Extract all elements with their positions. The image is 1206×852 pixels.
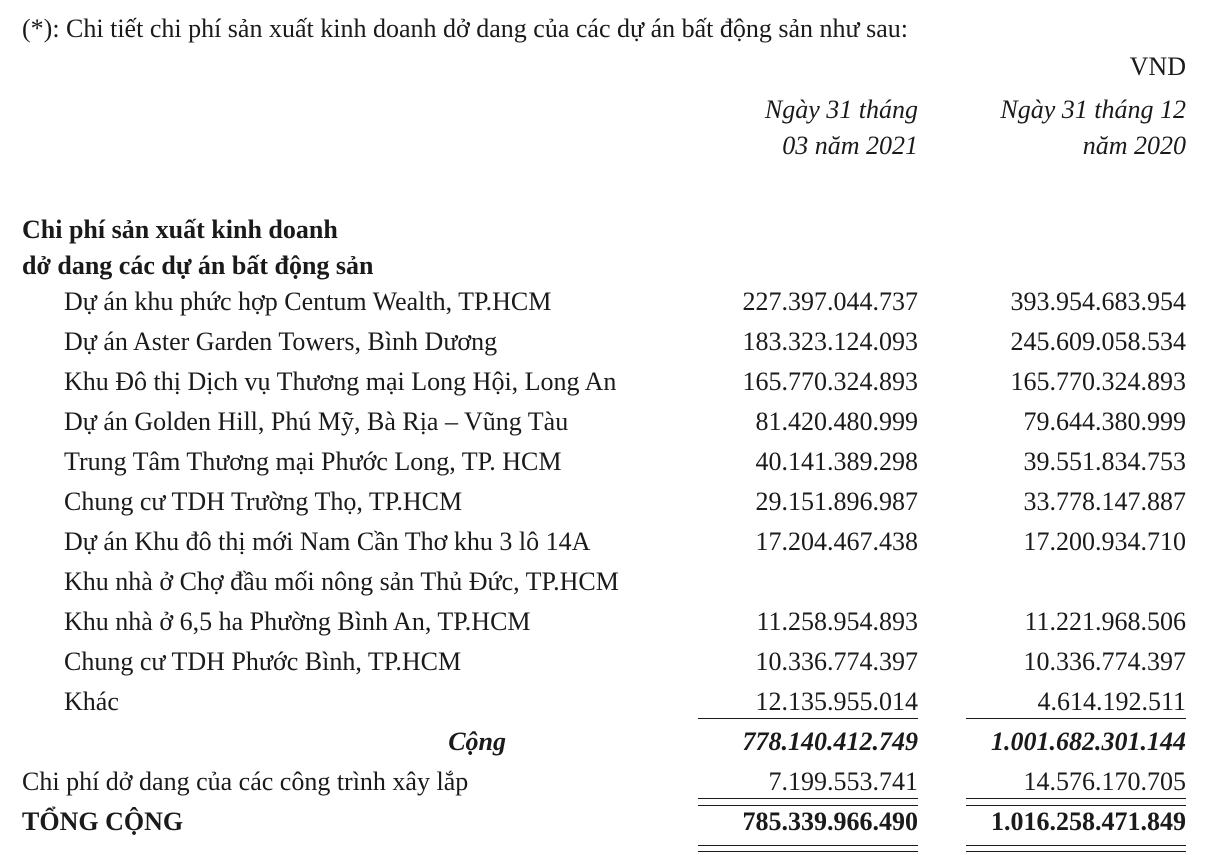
project-table bbox=[0, 283, 1206, 843]
section-title-line2: dở dang các dự án bất động sản bbox=[22, 251, 374, 280]
column-header-2021 bbox=[658, 92, 918, 164]
construction-row bbox=[0, 763, 1206, 803]
column-header-2021-line1: Ngày 31 tháng bbox=[764, 95, 918, 124]
row-value-2020: 17.200.934.710 bbox=[1023, 527, 1186, 556]
row-value-2021: 40.141.389.298 bbox=[755, 447, 918, 476]
row-value-2021: 227.397.044.737 bbox=[742, 287, 918, 316]
row-label: Dự án Aster Garden Towers, Bình Dương bbox=[64, 327, 498, 356]
row-label: Dự án khu phức hợp Centum Wealth, TP.HCM bbox=[64, 287, 552, 316]
table-row bbox=[0, 363, 1206, 403]
section-title-line1: Chi phí sản xuất kinh doanh bbox=[22, 215, 338, 244]
currency-unit: VND bbox=[1129, 52, 1186, 81]
row-label: Khu nhà ở Chợ đầu mối nông sản Thủ Đức, TP.HCM bbox=[64, 567, 619, 596]
table-row bbox=[0, 483, 1206, 523]
row-value-2021: 12.135.955.014 bbox=[698, 687, 918, 719]
intro-text: (*): Chi tiết chi phí sản xuất kinh doanh dở dang của các dự án bất động sản như sau: bbox=[22, 14, 909, 43]
row-label: Chung cư TDH Phước Bình, TP.HCM bbox=[64, 647, 462, 676]
row-value-2020: 4.614.192.511 bbox=[966, 687, 1186, 719]
construction-value-2020: 14.576.170.705 bbox=[966, 767, 1186, 799]
row-value-2021: 10.336.774.397 bbox=[755, 647, 918, 676]
table-row bbox=[0, 323, 1206, 363]
subtotal-value-2021: 778.140.412.749 bbox=[742, 727, 918, 756]
double-underline-2020 bbox=[966, 845, 1186, 852]
grand-total-value-2021: 785.339.966.490 bbox=[698, 805, 918, 837]
row-label: Khu nhà ở 6,5 ha Phường Bình An, TP.HCM bbox=[64, 607, 531, 636]
row-value-2020: 39.551.834.753 bbox=[1023, 447, 1186, 476]
table-row bbox=[0, 443, 1206, 483]
table-row bbox=[0, 403, 1206, 443]
row-value-2020: 165.770.324.893 bbox=[1010, 367, 1186, 396]
table-row bbox=[0, 603, 1206, 643]
section-title bbox=[22, 212, 374, 284]
table-row bbox=[0, 683, 1206, 723]
row-label: Chung cư TDH Trường Thọ, TP.HCM bbox=[64, 487, 463, 516]
row-value-2020: 245.609.058.534 bbox=[1010, 327, 1186, 356]
subtotal-value-2020: 1.001.682.301.144 bbox=[991, 727, 1186, 756]
grand-total-value-2020: 1.016.258.471.849 bbox=[966, 805, 1186, 837]
row-value-2021: 29.151.896.987 bbox=[755, 487, 918, 516]
row-value-2021: 165.770.324.893 bbox=[742, 367, 918, 396]
double-underline-2021 bbox=[698, 845, 918, 852]
row-label: Dự án Khu đô thị mới Nam Cần Thơ khu 3 lô 14A bbox=[64, 527, 591, 556]
subtotal-row bbox=[0, 723, 1206, 763]
grand-total-row bbox=[0, 803, 1206, 843]
row-value-2020: 11.221.968.506 bbox=[1024, 607, 1186, 636]
column-header-2020-line1: Ngày 31 tháng 12 bbox=[1000, 95, 1186, 124]
subtotal-label: Cộng bbox=[448, 727, 506, 756]
column-header-2020-line2: năm 2020 bbox=[1082, 131, 1186, 160]
table-row bbox=[0, 563, 1206, 603]
row-value-2020: 10.336.774.397 bbox=[1023, 647, 1186, 676]
row-value-2021: 11.258.954.893 bbox=[756, 607, 918, 636]
column-header-2020 bbox=[926, 92, 1186, 164]
grand-total-label: TỔNG CỘNG bbox=[22, 807, 184, 836]
row-label: Dự án Golden Hill, Phú Mỹ, Bà Rịa – Vũng Tàu bbox=[64, 407, 569, 436]
row-value-2021: 17.204.467.438 bbox=[755, 527, 918, 556]
row-value-2020: 33.778.147.887 bbox=[1023, 487, 1186, 516]
row-value-2021: 183.323.124.093 bbox=[742, 327, 918, 356]
row-value-2020: 393.954.683.954 bbox=[1010, 287, 1186, 316]
row-value-2021: 81.420.480.999 bbox=[755, 407, 918, 436]
row-value-2020: 79.644.380.999 bbox=[1023, 407, 1186, 436]
row-label: Khác bbox=[64, 687, 119, 716]
table-row bbox=[0, 523, 1206, 563]
table-row bbox=[0, 283, 1206, 323]
column-header-2021-line2: 03 năm 2021 bbox=[782, 131, 918, 160]
construction-value-2021: 7.199.553.741 bbox=[698, 767, 918, 799]
construction-label: Chi phí dở dang của các công trình xây lắp bbox=[22, 767, 469, 796]
table-row bbox=[0, 643, 1206, 683]
row-label: Trung Tâm Thương mại Phước Long, TP. HCM bbox=[64, 447, 562, 476]
row-label: Khu Đô thị Dịch vụ Thương mại Long Hội, Long An bbox=[64, 367, 617, 396]
